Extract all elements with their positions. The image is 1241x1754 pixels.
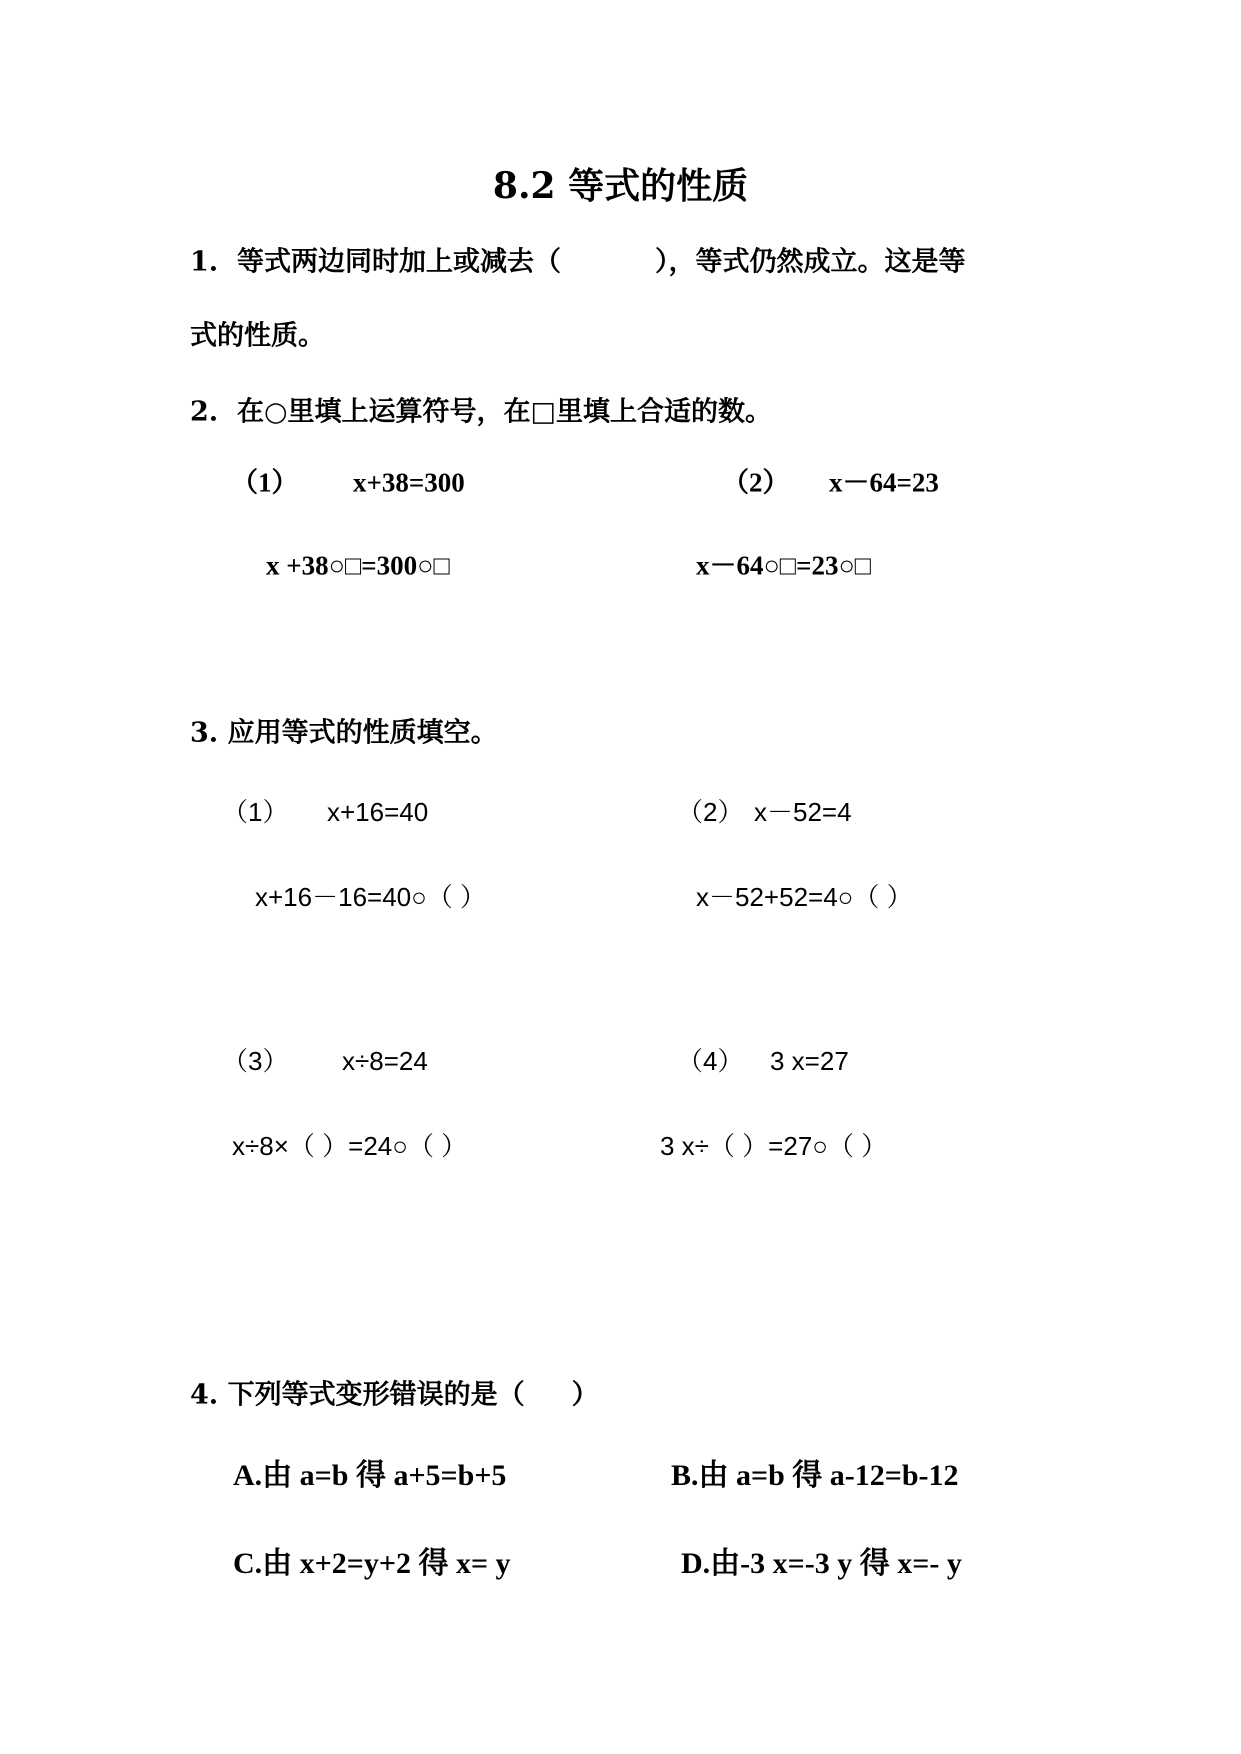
- q3-part2-label: （2）: [677, 797, 744, 827]
- q2-part1-equation: x+38=300: [353, 467, 465, 498]
- question-1-line-2: 式的性质。: [190, 320, 325, 352]
- option-d: D.由-3 x=-3 y 得 x=- y: [681, 1547, 962, 1580]
- q3-part1-fill: x+16－16=40○（ ）: [255, 882, 487, 912]
- page-title: 8.2 等式的性质: [492, 165, 749, 207]
- q2-part1-label: （1）: [231, 467, 299, 498]
- question-4-prompt: 4. 下列等式变形错误的是（ ）: [190, 1379, 599, 1411]
- q3-part1-equation: x+16=40: [327, 797, 429, 827]
- option-c: C.由 x+2=y+2 得 x= y: [233, 1547, 511, 1580]
- q3-part2-equation: x－52=4: [754, 797, 852, 827]
- question-1-line-1: 1. 等式两边同时加上或减去（ ），等式仍然成立。这是等: [190, 246, 966, 278]
- q2-part2-fill: x－64○□=23○□: [696, 550, 872, 581]
- q3-part3-label: （3）: [222, 1046, 289, 1076]
- q3-part4-fill: 3 x÷（ ）=27○（ ）: [660, 1131, 888, 1161]
- q2-part2-equation: x－64=23: [829, 467, 939, 498]
- q3-part3-equation: x÷8=24: [342, 1046, 428, 1076]
- q3-part4-label: （4）: [677, 1046, 744, 1076]
- q2-part2-label: （2）: [722, 467, 790, 498]
- q3-part2-fill: x－52+52=4○（ ）: [696, 882, 913, 912]
- q3-part1-label: （1）: [222, 797, 289, 827]
- question-2-prompt: 2. 在○里填上运算符号，在□里填上合适的数。: [190, 396, 773, 428]
- question-3-prompt: 3. 应用等式的性质填空。: [190, 717, 498, 749]
- q3-part3-fill: x÷8×（ ）=24○（ ）: [232, 1131, 468, 1161]
- option-a: A.由 a=b 得 a+5=b+5: [233, 1459, 507, 1492]
- q3-part4-equation: 3 x=27: [770, 1046, 849, 1076]
- option-b: B.由 a=b 得 a-12=b-12: [671, 1459, 959, 1492]
- q2-part1-fill: x +38○□=300○□: [266, 550, 450, 581]
